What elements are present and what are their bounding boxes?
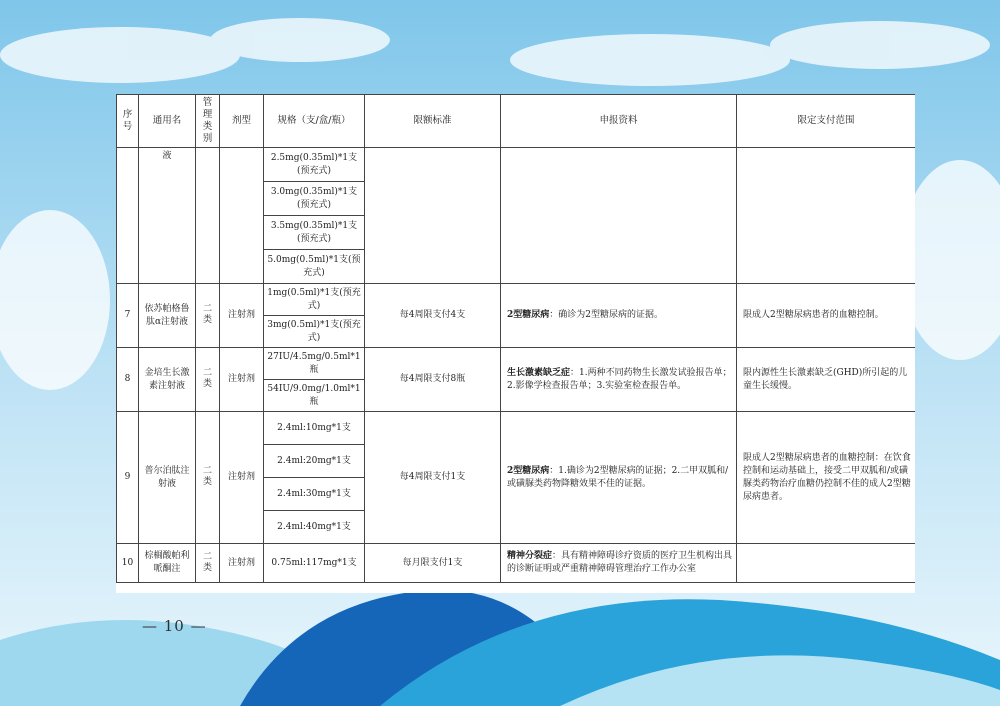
- docs-detail: ：1.确诊为2型糖尿病的证据；2.二甲双胍和/或磺脲类药物降糖效果不佳的证据。: [507, 465, 729, 489]
- cell-form: 注射剂: [220, 544, 264, 583]
- cell-name: 液: [139, 148, 196, 284]
- cell-spec: 2.5mg(0.35ml)*1支(预充式): [264, 148, 365, 182]
- drug-table-container: [116, 94, 915, 593]
- cell-mgmt: 二类: [196, 412, 220, 544]
- cell-limit: [365, 148, 501, 284]
- cell-form: 注射剂: [220, 412, 264, 544]
- header-mgmt: 管理类别: [196, 95, 220, 148]
- cell-mgmt: 二类: [196, 348, 220, 412]
- cell-scope: [737, 544, 916, 583]
- cell-scope: [737, 148, 916, 284]
- cell-form: 注射剂: [220, 348, 264, 412]
- header-scope: 限定支付范围: [737, 95, 916, 148]
- cell-limit: 每4周限支付8瓶: [365, 348, 501, 412]
- cell-scope: 限成人2型糖尿病患者的血糖控制：在饮食控制和运动基础上，接受二甲双胍和/或磺脲类药物治疗血糖仍控制不佳的成人2型糖尿病患者。: [737, 412, 916, 544]
- cell-spec: 2.4ml:10mg*1支: [264, 412, 365, 445]
- cell-spec: 0.75ml:117mg*1支: [264, 544, 365, 583]
- cell-name: 棕榈酸帕利哌酮注: [139, 544, 196, 583]
- cell-name: 金培生长激素注射液: [139, 348, 196, 412]
- cell-docs: [501, 284, 737, 348]
- cell-mgmt: 二类: [196, 544, 220, 583]
- cell-form: 注射剂: [220, 284, 264, 348]
- docs-detail: ：具有精神障碍诊疗资质的医疗卫生机构出具的诊断证明或严重精神障碍管理治疗工作办公室: [507, 551, 733, 575]
- docs-detail: ：1.两种不同药物生长激发试验报告单；2.影像学检查报告单；3.实验室检查报告单。: [507, 367, 732, 391]
- header-spec: 规格（支/盒/瓶）: [264, 95, 365, 148]
- docs-condition: 生长激素缺乏症: [507, 367, 571, 378]
- cell-spec: 3.5mg(0.35ml)*1支(预充式): [264, 216, 365, 250]
- cell-mgmt: [196, 148, 220, 284]
- cell-limit: 每4周限支付1支: [365, 412, 501, 544]
- header-docs: 申报资料: [501, 95, 737, 148]
- header-seq: 序号: [117, 95, 139, 148]
- cell-seq: 8: [117, 348, 139, 412]
- cell-seq: 7: [117, 284, 139, 348]
- cell-seq: 10: [117, 544, 139, 583]
- cell-docs: [501, 148, 737, 284]
- cell-scope: 限内源性生长激素缺乏(GHD)所引起的儿童生长缓慢。: [737, 348, 916, 412]
- cell-spec: 3mg(0.5ml)*1支(预充式): [264, 316, 365, 348]
- cell-spec: 5.0mg(0.5ml)*1支(预充式): [264, 250, 365, 284]
- docs-detail: ：确诊为2型糖尿病的证据。: [549, 310, 663, 321]
- table-row: [117, 412, 916, 445]
- docs-condition: 2型糖尿病: [507, 465, 550, 476]
- cell-limit: 每4周限支付4支: [365, 284, 501, 348]
- cell-docs: [501, 412, 737, 544]
- header-limit: 限额标准: [365, 95, 501, 148]
- cell-spec: 2.4ml:20mg*1支: [264, 445, 365, 478]
- header-form: 剂型: [220, 95, 264, 148]
- docs-condition: 2型糖尿病: [507, 310, 550, 321]
- cell-form: [220, 148, 264, 284]
- cell-seq: [117, 148, 139, 284]
- cell-spec: 2.4ml:30mg*1支: [264, 478, 365, 511]
- table-row: [117, 148, 916, 182]
- table-row: [117, 284, 916, 316]
- table-row: [117, 348, 916, 380]
- cell-docs: [501, 544, 737, 583]
- cell-limit: 每月限支付1支: [365, 544, 501, 583]
- page-number: — 10 —: [142, 617, 207, 635]
- cell-spec: 2.4ml:40mg*1支: [264, 511, 365, 544]
- cell-mgmt: 二类: [196, 284, 220, 348]
- cell-name: 普尔泊肽注射液: [139, 412, 196, 544]
- cell-spec: 27IU/4.5mg/0.5ml*1瓶: [264, 348, 365, 380]
- cell-spec: 3.0mg(0.35ml)*1支(预充式): [264, 182, 365, 216]
- cell-seq: 9: [117, 412, 139, 544]
- table-header-row: [117, 95, 916, 148]
- cell-docs: [501, 348, 737, 412]
- cell-scope: 限成人2型糖尿病患者的血糖控制。: [737, 284, 916, 348]
- drug-payment-table: [116, 94, 915, 583]
- header-name: 通用名: [139, 95, 196, 148]
- cell-spec: 1mg(0.5ml)*1支(预充式): [264, 284, 365, 316]
- table-row: [117, 544, 916, 583]
- cell-spec: 54IU/9.0mg/1.0ml*1瓶: [264, 380, 365, 412]
- docs-condition: 精神分裂症: [507, 551, 553, 562]
- cell-name: 依苏帕格鲁肽α注射液: [139, 284, 196, 348]
